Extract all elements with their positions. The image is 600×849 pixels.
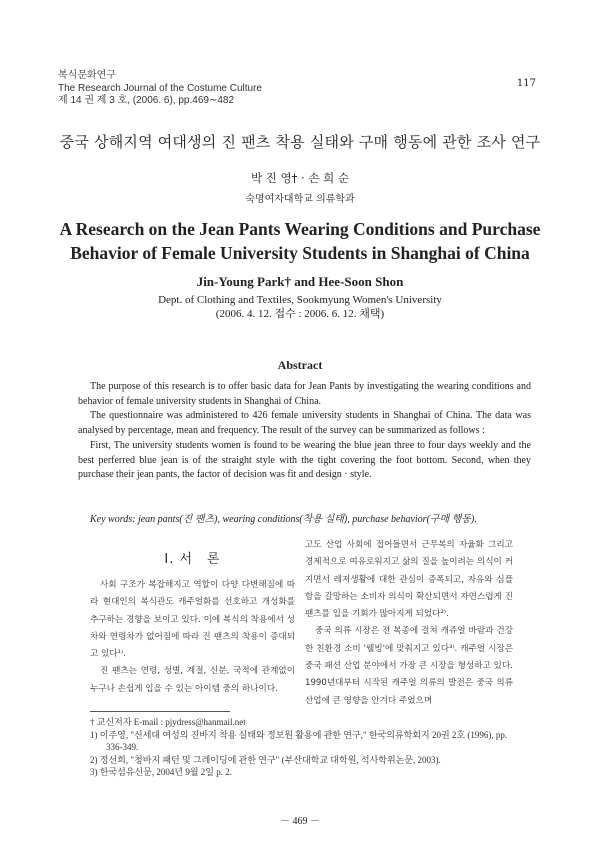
- footnote-3: 3) 한국섬유신문, 2004년 9월 2일 p. 2.: [90, 767, 232, 778]
- abstract-paragraph: First, The university students women is found to be wearing the blue jean three to four days weekly and the best perferred blue jean is of the straight style with the tight covering the foot bottom. Second, when they purchase their jean pants, the factor of decision was fit and design · style.: [78, 439, 531, 481]
- abstract-paragraph: The questionnaire was administered to 426 female university students in Shanghai of China. The data was analysed by percentage, mean and frequency. The result of the survey can be summarized as follows :: [78, 410, 531, 437]
- footnotes: [90, 716, 515, 779]
- abstract-paragraph: The purpose of this research is to offer basic data for Jean Pants by investigating the wearing conditions and behavior of female university students in Shanghai of China.: [78, 381, 531, 407]
- journal-name-kr: 복식문화연구: [58, 70, 116, 81]
- title-en: [50, 217, 550, 265]
- title-en-line2: Behavior of Female University Students in Shanghai of China: [70, 243, 530, 263]
- section-heading-introduction: Ⅰ. 서 론: [164, 552, 221, 567]
- authors-en: Jin-Young Park† and Hee-Soon Shon: [196, 274, 404, 289]
- journal-header: [58, 70, 262, 108]
- journal-volume: 제 14 권 제 3 호, (2006. 6), pp.469∼482: [58, 95, 235, 106]
- footnote-corresponding-author: † 교신저자 E-mail : pjydress@hanmail.net: [90, 717, 246, 727]
- abstract-body: [78, 380, 531, 483]
- keywords: Key words: jean pants(진 팬츠), wearing conditions(착용 실태), purchase behavior(구매 행동).: [90, 514, 477, 525]
- title-en-line1: A Research on the Jean Pants Wearing Conditions and Purchase: [59, 219, 541, 239]
- body-paragraph: 진 팬츠는 연령, 성별, 계절, 신분, 국적에 관계없이 누구나 손쉽게 입을 수 있는 아이템 중의 하나이다.: [90, 666, 295, 694]
- title-kr: 중국 상해지역 여대생의 진 팬츠 착용 실태와 구매 행동에 관한 조사 연구: [59, 133, 541, 151]
- authors-kr: 박 진 영† · 손 희 순: [251, 171, 349, 185]
- affiliation-en-block: [0, 293, 600, 321]
- right-column: [305, 537, 513, 710]
- affiliation-kr: 숙명여자대학교 의류학과: [245, 194, 355, 205]
- body-paragraph: 중국 의류 시장은 전 복종에 걸쳐 캐쥬얼 바람과 건강한 친환경 소비 '웰빙'에 맞춰지고 있다³⁾. 캐주얼 시장은 중국 패션 산업 분야에서 가장 큰 시장을 형성하고 있다. 1990년대부터 시작된 캐주얼 의류의 발전은 중국 의류 산업에 큰 영향을 안겨다 주었으며: [305, 626, 513, 706]
- body-paragraph: 사회 구조가 복잡해지고 역할이 다양 다변해짐에 따라 현대인의 복식관도 캐주얼화를 선호하고 개성화를 추구하는 경향을 보이고 있다. 이에 복식의 착용에서 성차와 연령차가 없어짐에 따라 진 팬츠의 착용이 증대되고 있다¹⁾.: [90, 580, 295, 660]
- footnote-1: 1) 이주영, "신세대 여성의 진바지 착용 실태와 정보원 활용에 관한 연구," 한국의류학회지 20권 2호 (1996), pp.: [90, 729, 508, 740]
- footnote-1-continued: 336-349.: [106, 742, 139, 753]
- page-number-top: 117: [516, 78, 536, 89]
- received-accepted-dates: (2006. 4. 12. 접수 : 2006. 6. 12. 채택): [215, 308, 385, 320]
- journal-name-en: The Research Journal of the Costume Culture: [58, 82, 262, 94]
- abstract-heading: Abstract: [277, 358, 323, 372]
- footnote-2: 2) 정선희, "청바지 패턴 및 그레이딩에 관한 연구" (부산대학교 대학원, 석사학위논문, 2003).: [90, 754, 441, 765]
- affiliation-en: Dept. of Clothing and Textiles, Sookmyung Women's University: [158, 294, 442, 306]
- body-paragraph: 고도 산업 사회에 접어들면서 근무복의 자율화 그리고 경제적으로 여유로워지고 삶의 질을 높이려는 의식이 커지면서 레저생활에 대한 관심이 증폭되고, 자유와 심플함을 갈망하는 소비자 의식이 확산되면서 자연스럽게 진 팬츠를 입을 기회가 많아지게 되었다²⁾.: [305, 540, 513, 620]
- footnote-divider: [90, 711, 230, 712]
- left-column: [90, 540, 295, 698]
- page-number-footer: － 469 －: [280, 816, 320, 827]
